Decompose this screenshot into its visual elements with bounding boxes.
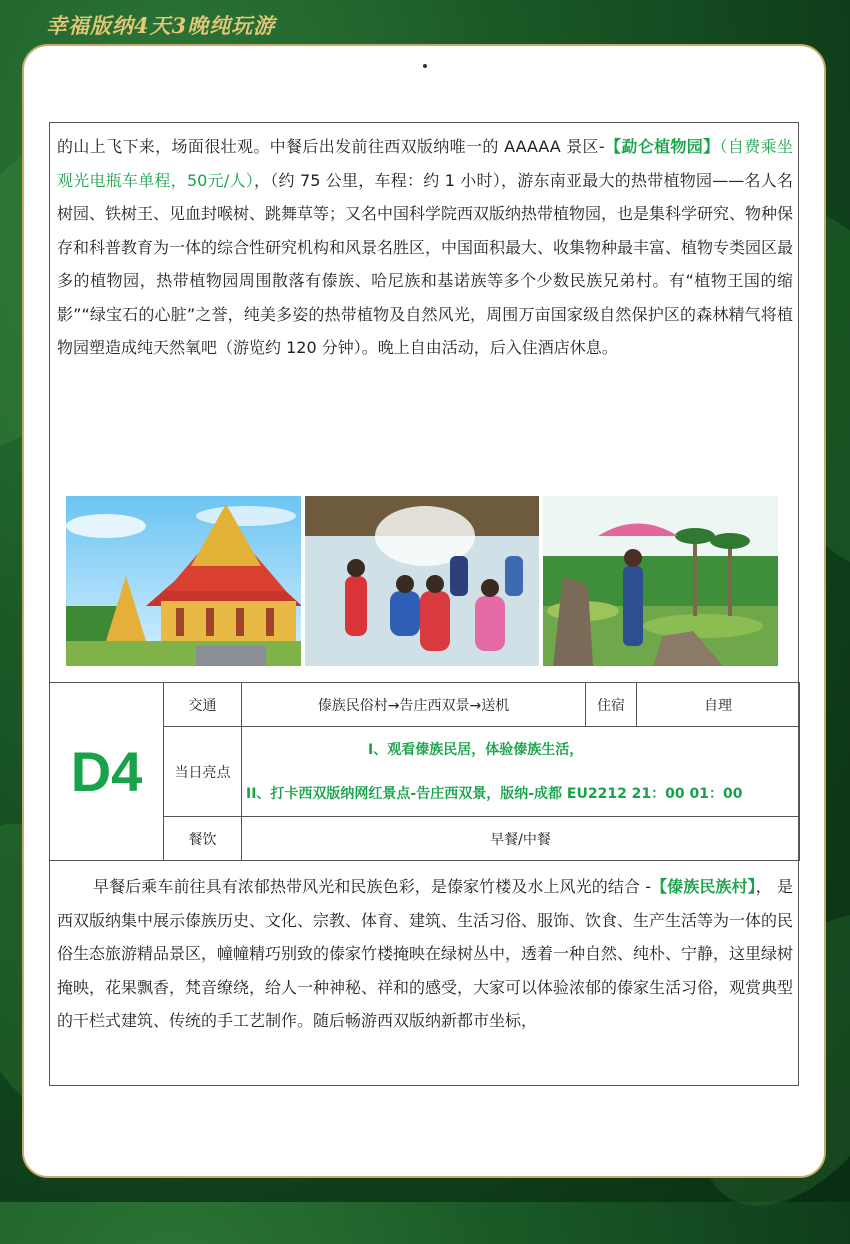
lodging-label: 住宿 [586,683,637,727]
transport-label: 交通 [164,683,242,727]
day4-text-start: 早餐后乘车前往具有浓郁热带风光和民族色彩，是傣家竹楼及水上风光的结合 - [93,877,651,896]
highlights-label: 当日亮点 [164,727,242,817]
photo-strip [66,496,778,666]
shuttle-fee-note: （自费乘坐观光电瓶车单程，50元/人） [57,137,793,190]
transport-route: 傣族民俗村→告庄西双景→送机 [242,683,586,727]
intro-text-start: 的山上飞下来，场面很壮观。中餐后出发前往西双版纳唯一的 AAAAA 景区- [57,137,605,156]
temple-photo [66,496,301,666]
highlights-cell [242,727,800,817]
intro-text-rest: ，（约 75 公里，车程：约 1 小时），游东南亚最大的热带植物园——名人名树园、铁树王、见血封喉树、跳舞草等；又名中国科学院西双版纳热带植物园，也是集科学研究、物种保存和科普教育为一体的综合性研究机构和风景名胜区，中国面积最大、收集物种最丰富、植物专类园区最多的植物园，热带植物园周围散落有傣族、哈尼族和基诺族等多个少数民族兄弟村。有“植物王国的缩影”“绿宝石的心脏”之誉，纯美多姿的热带植物及自然风光，周围万亩国家级自然保护区的森林精气将植物园塑造成纯天然氧吧（游览约 120 分钟）。晚上自由活动，后入住酒店休息。 [57,170,794,357]
meals-value: 早餐/中餐 [242,817,800,861]
lodging-value: 自理 [637,683,800,727]
intro-paragraph [57,130,793,365]
meals-label: 餐饮 [164,817,242,861]
day4-text-rest: ， 是西双版纳集中展示傣族历史、文化、宗教、体育、建筑、生活习俗、服饰、饮食、生产生活等为一体的民俗生态旅游精品景区，幢幢精巧别致的傣家竹楼掩映在绿树丛中，透着一种自然、纯朴、宁静，这里绿树掩映，花果飘香，梵音缭绕，给人一种神秘、祥和的感受，大家可以体验浓郁的傣家生活习俗，观赏典型的干栏式建筑、传统的手工艺制作。随后畅游西双版纳新都市坐标， [57,877,794,1030]
day4-paragraph [57,870,793,1038]
water-festival-photo [305,496,540,666]
day-number: D4 [50,683,164,861]
dai-village-highlight: 【傣族民族村】 [650,877,756,896]
day-schedule-table [49,682,800,861]
botanical-garden-highlight: 【勐仑植物园】 [604,137,720,156]
page-dot [423,64,427,68]
park-umbrella-photo [543,496,778,666]
highlight-item-2: II、打卡西双版纳网红景点-告庄西双景，版纳-成都 EU2212 21：00 01：00 [246,785,743,802]
highlight-item-1: I、观看傣族民居，体验傣族生活， [368,741,584,758]
brochure-title: 幸福版纳4天3晚纯玩游 [46,13,276,38]
